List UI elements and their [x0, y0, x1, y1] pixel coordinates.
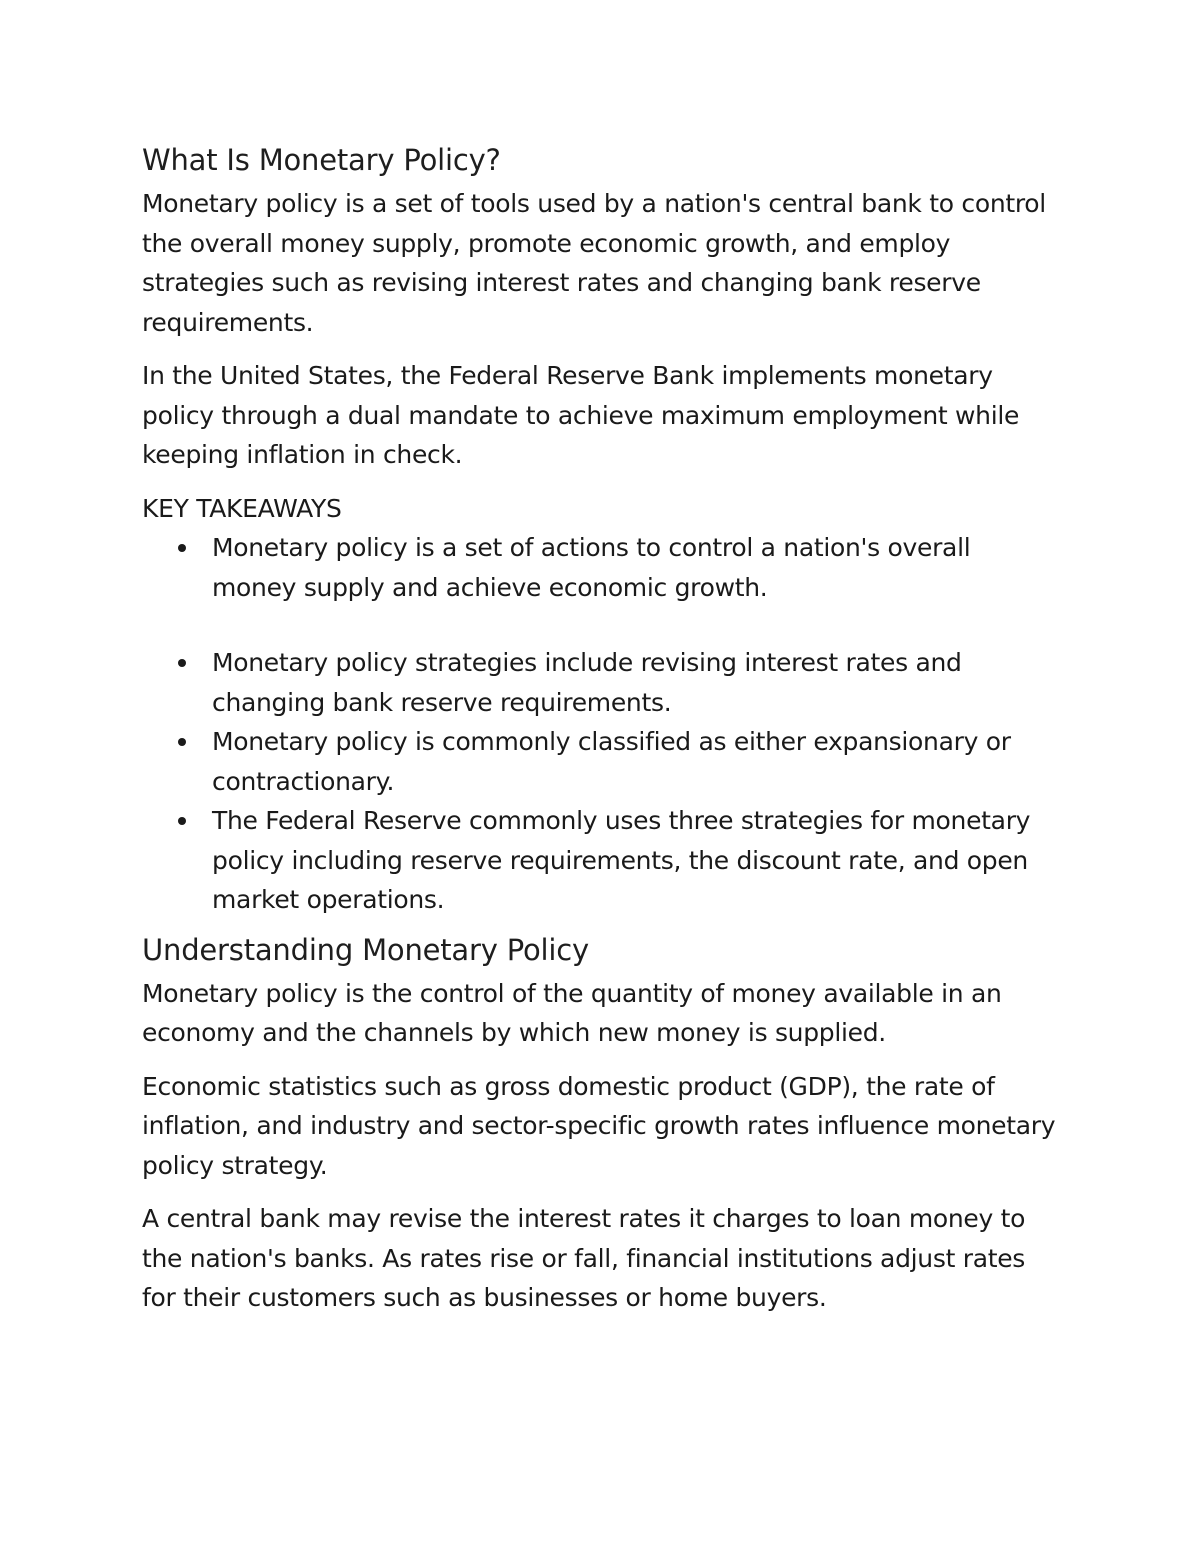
key-takeaways-label: KEY TAKEAWAYS: [142, 493, 342, 523]
bullet-icon: [178, 738, 186, 746]
list-item: [142, 643, 1062, 722]
bullet-icon: [178, 544, 186, 552]
list-item-text: Monetary policy is a set of actions to control a nation's overall money supply and achieve economic growth.: [212, 533, 971, 602]
bullet-icon: [178, 817, 186, 825]
list-item-text: Monetary policy strategies include revising interest rates and changing bank reserve requirements.: [212, 648, 962, 717]
list-item-text: The Federal Reserve commonly uses three strategies for monetary policy including reserve requirements, the discount rate, and open market operations.: [212, 806, 1031, 914]
key-takeaways-list: [142, 528, 1062, 920]
bullet-icon: [178, 659, 186, 667]
list-item-text: Monetary policy is commonly classified as either expansionary or contractionary.: [212, 727, 1011, 796]
paragraph: In the United States, the Federal Reserve Bank implements monetary policy through a dual mandate to achieve maximum employment while keeping inflation in check.: [142, 361, 1020, 469]
paragraph: Economic statistics such as gross domestic product (GDP), the rate of inflation, and industry and sector-specific growth rates influence monetary policy strategy.: [142, 1071, 1056, 1180]
paragraph: Monetary policy is a set of tools used by a nation's central bank to control the overall money supply, promote economic growth, and employ strategies such as revising interest rates and changing bank reserve requirements.: [142, 189, 1046, 337]
section-heading-what-is-monetary-policy: What Is Monetary Policy?: [142, 143, 501, 177]
document-page: [142, 140, 1062, 1332]
paragraph: Monetary policy is the control of the quantity of money available in an economy and the channels by which new money is supplied.: [142, 978, 1002, 1047]
list-item: [142, 722, 1062, 801]
list-item: [142, 528, 1062, 607]
paragraph: A central bank may revise the interest rates it charges to loan money to the nation's banks. As rates rise or fall, financial institutions adjust rates for their customers such as businesses or home buyers.: [142, 1204, 1026, 1312]
section-heading-understanding-monetary-policy: Understanding Monetary Policy: [142, 932, 589, 967]
list-item: [142, 801, 1062, 920]
